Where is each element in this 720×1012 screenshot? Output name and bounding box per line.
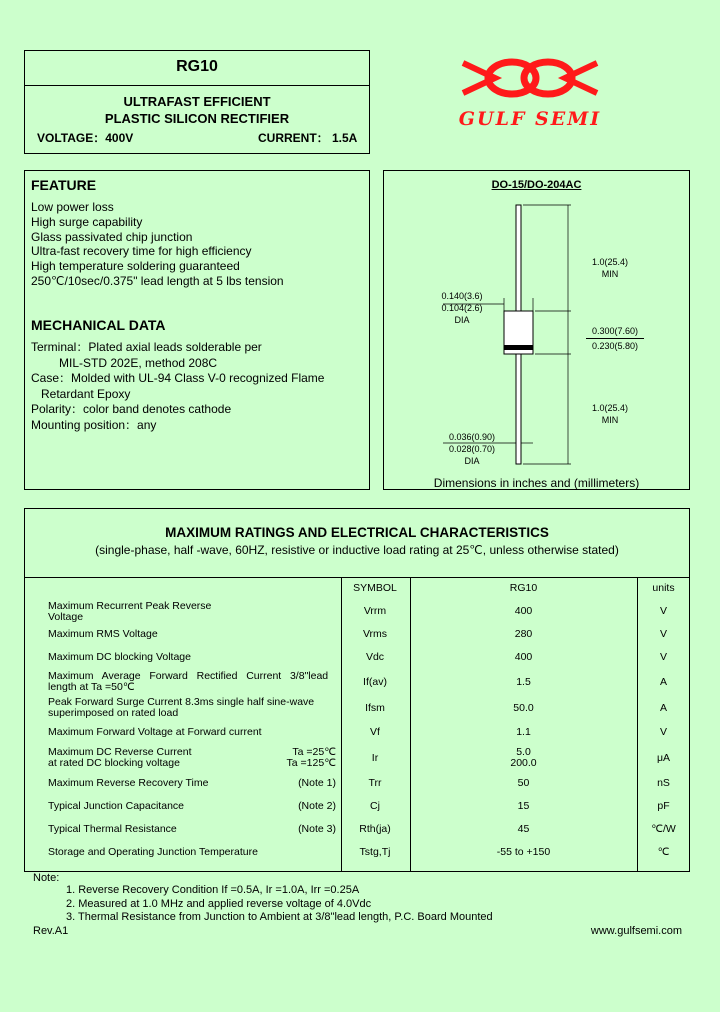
bottom-lead bbox=[516, 354, 521, 464]
param-cell: Typical Junction Capacitance bbox=[48, 800, 184, 812]
table-row bbox=[25, 669, 690, 695]
mechanical-line: MIL-STD 202E, method 208C bbox=[59, 355, 218, 370]
param-cell: Maximum Reverse Recovery Time bbox=[48, 777, 209, 789]
value-cell: 280 bbox=[514, 628, 533, 640]
param-cell: Maximum Recurrent Peak Reverse Voltage bbox=[48, 599, 212, 623]
mechanical-line: Retardant Epoxy bbox=[41, 386, 131, 401]
dim-text: 0.036(0.90) bbox=[448, 432, 496, 442]
dim-text: MIN bbox=[601, 415, 619, 425]
body-length bbox=[586, 324, 644, 353]
param-cell: Typical Thermal Resistance bbox=[48, 823, 177, 835]
param-line: Peak Forward Surge Current 8.3ms single half sine-wave bbox=[48, 696, 315, 708]
header-blank bbox=[246, 577, 340, 600]
ratings-subtitle: (single-phase, half -wave, 60HZ, resistive or inductive load rating at 25℃, unless otherwise stated) bbox=[95, 543, 619, 557]
value-cell: 1.1 bbox=[516, 726, 531, 738]
dim-text: 0.104(2.6) bbox=[441, 303, 483, 313]
symbol-cell: If(av) bbox=[363, 675, 387, 688]
symbol-cell: Trr bbox=[368, 777, 382, 789]
notes-list bbox=[66, 884, 493, 925]
feature-list bbox=[31, 200, 284, 289]
mechanical-list bbox=[31, 340, 324, 433]
symbol-cell: Ifsm bbox=[365, 701, 385, 714]
symbol-cell: Vdc bbox=[365, 651, 385, 663]
value-cell: 50 bbox=[517, 777, 530, 789]
value-cell: 400 bbox=[514, 605, 533, 617]
title-line-2: PLASTIC SILICON RECTIFIER bbox=[104, 111, 290, 126]
package-drawing bbox=[383, 170, 690, 470]
value-cell: -55 to +150 bbox=[496, 846, 551, 858]
header-units: units bbox=[652, 582, 675, 594]
lead-bottom-length bbox=[586, 402, 634, 426]
table-row bbox=[25, 818, 690, 841]
feature-item: High surge capability bbox=[31, 214, 143, 229]
top-lead bbox=[516, 205, 521, 311]
dim-text: 0.028(0.70) bbox=[448, 444, 496, 454]
unit-cell: A bbox=[659, 675, 667, 688]
value-cell: 50.0 bbox=[513, 701, 534, 714]
feature-item: Low power loss bbox=[31, 200, 114, 214]
value-line: 200.0 bbox=[510, 757, 537, 769]
dim-text: 1.0(25.4) bbox=[591, 257, 629, 267]
header-blank bbox=[25, 577, 246, 600]
body-diameter bbox=[437, 290, 487, 326]
unit-cell: ℃ bbox=[657, 846, 670, 858]
cathode-band bbox=[504, 345, 533, 350]
value-cell bbox=[410, 744, 637, 772]
param-cell bbox=[25, 669, 340, 695]
symbol-cell: Vrms bbox=[362, 628, 388, 640]
unit-cell: nS bbox=[657, 777, 670, 789]
ratings-title: MAXIMUM RATINGS AND ELECTRICAL CHARACTERISTICS bbox=[165, 525, 549, 540]
note-cell: (Note 2) bbox=[298, 800, 336, 812]
dim-text: 0.230(5.80) bbox=[591, 341, 639, 351]
table-row bbox=[25, 795, 690, 818]
mechanical-line: Mounting position：any bbox=[31, 417, 157, 432]
note-line: Ta =125℃ bbox=[286, 757, 336, 769]
table-row bbox=[25, 744, 690, 772]
symbol-cell: Vrrm bbox=[363, 605, 387, 617]
table-row bbox=[25, 721, 690, 744]
param-cell: Maximum RMS Voltage bbox=[48, 628, 158, 640]
lead-diameter bbox=[444, 431, 500, 467]
note-cell bbox=[246, 600, 340, 623]
note-item: 1. Reverse Recovery Condition If =0.5A, Ir =1.0A, Irr =0.25A bbox=[66, 884, 360, 896]
ratings-table bbox=[25, 577, 690, 864]
param-line: length at Ta =50℃ bbox=[48, 681, 135, 693]
header-part: RG10 bbox=[509, 582, 538, 594]
param-cell: Maximum Forward Voltage at Forward current bbox=[48, 726, 262, 738]
unit-cell: V bbox=[659, 628, 667, 640]
table-row bbox=[25, 623, 690, 646]
table-row bbox=[25, 695, 690, 721]
param-line: Maximum Average Forward Rectified Current 3/8"lead bbox=[48, 670, 329, 682]
note-cell bbox=[246, 646, 340, 669]
note-cell: (Note 3) bbox=[298, 823, 336, 835]
param-line: Maximum DC Reverse Current bbox=[48, 746, 192, 758]
unit-cell: V bbox=[659, 605, 667, 617]
feature-item: Ultra-fast recovery time for high efficiency bbox=[31, 244, 252, 259]
feature-item: Glass passivated chip junction bbox=[31, 229, 193, 244]
dim-text: DIA bbox=[464, 456, 480, 466]
current-rating: CURRENT： 1.5A bbox=[258, 131, 358, 145]
symbol-cell: Ir bbox=[371, 751, 379, 764]
dimensions-caption: Dimensions in inches and (millimeters) bbox=[433, 476, 640, 490]
table-row bbox=[25, 841, 690, 864]
feature-heading: FEATURE bbox=[31, 177, 97, 193]
param-cell bbox=[25, 744, 246, 772]
gulf-semi-logo bbox=[455, 55, 605, 130]
table-row bbox=[25, 600, 690, 623]
value-cell: 45 bbox=[517, 823, 530, 835]
mechanical-line: Terminal：Plated axial leads solderable per bbox=[31, 340, 262, 354]
revision: Rev.A1 bbox=[33, 925, 69, 937]
note-item: 2. Measured at 1.0 MHz and applied reverse voltage of 4.0Vdc bbox=[66, 897, 372, 910]
table-header-row bbox=[25, 577, 690, 600]
dim-text: 0.300(7.60) bbox=[586, 324, 644, 339]
unit-cell: μA bbox=[656, 751, 671, 764]
unit-cell: V bbox=[659, 651, 667, 663]
mechanical-line: Polarity：color band denotes cathode bbox=[31, 402, 232, 416]
table-row bbox=[25, 646, 690, 669]
header-symbol: SYMBOL bbox=[353, 582, 397, 594]
unit-cell: A bbox=[659, 701, 667, 714]
dim-text: 0.140(3.6) bbox=[441, 291, 483, 301]
dim-text: 1.0(25.4) bbox=[591, 403, 629, 413]
value-cell: 1.5 bbox=[516, 675, 531, 688]
unit-cell: V bbox=[659, 726, 667, 738]
brand-name: GULF SEMI bbox=[458, 108, 602, 130]
package-title: DO-15/DO-204AC bbox=[491, 179, 582, 191]
symbol-cell: Vf bbox=[370, 726, 380, 738]
mechanical-line: Case：Molded with UL-94 Class V-0 recognized Flame bbox=[31, 371, 325, 385]
symbol-cell: Cj bbox=[370, 800, 380, 812]
symbol-cell: Tstg,Tj bbox=[359, 846, 391, 858]
note-item: 3. Thermal Resistance from Junction to Ambient at 3/8"lead length, P.C. Board Mounted bbox=[66, 911, 493, 923]
note-cell: (Note 1) bbox=[298, 777, 336, 789]
title-line-1: ULTRAFAST EFFICIENT bbox=[123, 94, 271, 109]
param-cell: Storage and Operating Junction Temperature bbox=[48, 846, 258, 858]
value-cell: 400 bbox=[514, 651, 533, 663]
lead-top-length bbox=[586, 256, 634, 280]
param-cell: Maximum DC blocking Voltage bbox=[48, 651, 191, 663]
dim-text: DIA bbox=[454, 315, 470, 325]
value-line: 5.0 bbox=[516, 746, 531, 758]
unit-cell: ℃/W bbox=[651, 823, 676, 835]
param-cell bbox=[25, 695, 340, 721]
note-line: Ta =25℃ bbox=[292, 746, 336, 758]
dim-text: MIN bbox=[601, 269, 619, 279]
table-row bbox=[25, 772, 690, 795]
mechanical-heading: MECHANICAL DATA bbox=[31, 317, 166, 333]
website: www.gulfsemi.com bbox=[590, 925, 682, 937]
feature-item: 250℃/10sec/0.375" lead length at 5 lbs tension bbox=[31, 273, 284, 288]
logo-emblem-icon bbox=[455, 55, 605, 101]
note-cell bbox=[246, 744, 340, 772]
voltage-rating: VOLTAGE：400V bbox=[37, 131, 134, 145]
part-number: RG10 bbox=[176, 58, 218, 75]
feature-item: High temperature soldering guaranteed bbox=[31, 259, 240, 274]
note-cell bbox=[246, 623, 340, 646]
header-divider bbox=[24, 85, 370, 86]
param-line: superimposed on rated load bbox=[48, 707, 179, 719]
param-line: at rated DC blocking voltage bbox=[48, 757, 180, 769]
unit-cell: pF bbox=[657, 800, 670, 812]
notes-heading: Note: bbox=[33, 872, 60, 884]
symbol-cell: Rth(ja) bbox=[359, 823, 391, 835]
value-cell: 15 bbox=[517, 800, 530, 812]
